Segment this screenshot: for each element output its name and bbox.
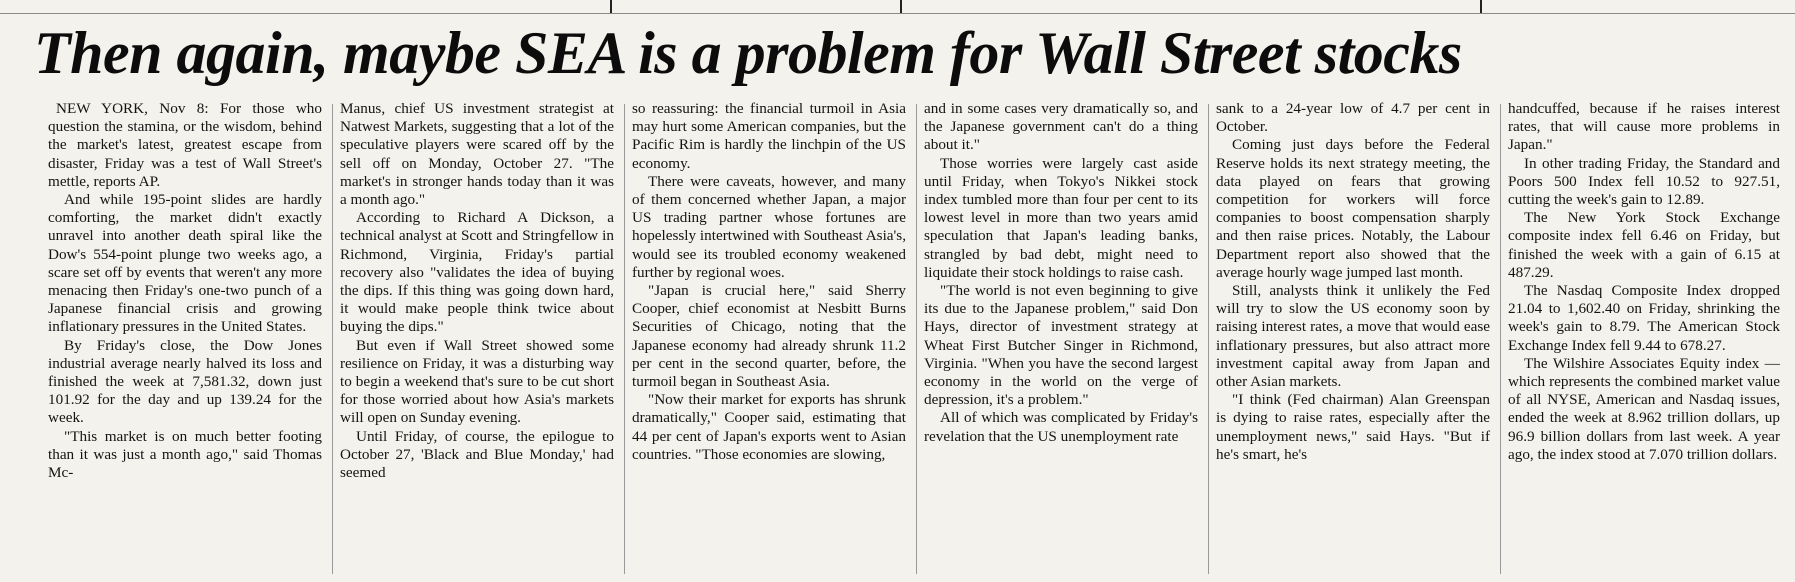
paragraph: sank to a 24-year low of 4.7 per cent in October. bbox=[1216, 100, 1490, 136]
article-column-1 bbox=[40, 100, 332, 578]
paragraph: The Wilshire Associates Equity index — which represents the combined market value of all NYSE, American and Nasdaq issues, ended the week at 8.962 trillion dollars, up 96.9 billion dollars from last week. A year ago, the index stood at 7.070 trillion dollars. bbox=[1508, 354, 1780, 463]
paragraph: "The world is not even beginning to give its due to the Japanese problem," said Don Hays, director of investment strategy at Wheat First Butcher Singer in Richmond, Virginia. "When you have the second largest economy in the world on the verge of depression, it's a problem." bbox=[924, 282, 1198, 409]
paragraph: There were caveats, however, and many of them concerned whether Japan, a major US trading partner whose fortunes are hopelessly intertwined with Southeast Asia's, would see its troubled economy weakened further by regional woes. bbox=[632, 172, 906, 281]
paragraph: "This market is on much better footing than it was just a month ago," said Thomas Mc- bbox=[48, 427, 322, 482]
paragraph: NEW YORK, Nov 8: For those who question the stamina, or the wisdom, behind the market's latest, greatest escape from disaster, Friday was a test of Wall Street's mettle, reports AP. bbox=[48, 100, 322, 190]
article-column-6 bbox=[1500, 100, 1790, 578]
paragraph: All of which was complicated by Friday's revelation that the US unemployment rate bbox=[924, 409, 1198, 445]
column-divider bbox=[1208, 104, 1209, 574]
paragraph: "I think (Fed chairman) Alan Greenspan is dying to raise rates, especially after the unemployment news," said Hays. "But if he's smart, he's bbox=[1216, 391, 1490, 463]
article-column-3 bbox=[624, 100, 916, 578]
paragraph: Still, analysts think it unlikely the Fed will try to slow the US economy soon by raising interest rates, a move that would ease inflationary pressures, but also attract more investment capital away from Japan and other Asian markets. bbox=[1216, 282, 1490, 391]
column-divider bbox=[332, 104, 333, 574]
article-column-2 bbox=[332, 100, 624, 578]
paragraph: "Japan is crucial here," said Sherry Cooper, chief economist at Nesbitt Burns Securities of Chicago, noting that the Japanese economy had already shrunk 11.2 per cent in the second quarter, before, the turmoil began in Southeast Asia. bbox=[632, 282, 906, 391]
paragraph: And while 195-point slides are hardly comforting, the market didn't exactly unravel into another death spiral like the Dow's 554-point plunge two weeks ago, a scare set off by events that weren't any more menacing then Friday's one-two punch of a Japanese financial crisis and growing inflationary pressures in the United States. bbox=[48, 191, 322, 336]
paragraph: The Nasdaq Composite Index dropped 21.04 to 1,602.40 on Friday, shrinking the week's gain to 8.79. The American Stock Exchange Index fell 9.44 to 678.27. bbox=[1508, 282, 1780, 354]
paragraph: The New York Stock Exchange composite index fell 6.46 on Friday, but finished the week with a gain of 6.15 at 487.29. bbox=[1508, 209, 1780, 281]
headline: Then again, maybe SEA is a problem for Wall Street stocks bbox=[34, 20, 1462, 86]
top-border-rule bbox=[0, 0, 1795, 14]
paragraph: and in some cases very dramatically so, and the Japanese government can't do a thing about it." bbox=[924, 100, 1198, 154]
paragraph: By Friday's close, the Dow Jones industrial average nearly halved its loss and finished the week at 7,581.32, down just 101.92 for the day and up 139.24 for the week. bbox=[48, 336, 322, 427]
border-tick bbox=[900, 0, 902, 13]
paragraph: Coming just days before the Federal Reserve holds its next strategy meeting, the data played on fears that growing competition for workers will force companies to boost compensation sharply and then raise prices. Notably, the Labour Department report also showed that the average hourly wage jumped last month. bbox=[1216, 136, 1490, 281]
border-tick bbox=[610, 0, 612, 13]
column-divider bbox=[624, 104, 625, 574]
paragraph: Those worries were largely cast aside until Friday, when Tokyo's Nikkei stock index tumbled more than four per cent to its lowest level in more than two years amid speculation that Japan's leading banks, strangled by bad debt, might need to liquidate their stock holdings to raise cash. bbox=[924, 154, 1198, 281]
paragraph: Manus, chief US investment strategist at Natwest Markets, suggesting that a lot of the speculative players were scared off by the sell off on Monday, October 27. "The market's in stronger hands today than it was a month ago." bbox=[340, 100, 614, 209]
paragraph: "Now their market for exports has shrunk dramatically," Cooper said, estimating that 44 per cent of Japan's exports went to Asian countries. "Those economies are slowing, bbox=[632, 391, 906, 463]
article-body bbox=[40, 100, 1790, 578]
column-divider bbox=[916, 104, 917, 574]
article-column-4 bbox=[916, 100, 1208, 578]
border-tick bbox=[1480, 0, 1482, 13]
paragraph: But even if Wall Street showed some resilience on Friday, it was a disturbing way to begin a weekend that's sure to be cut short for those worried about how Asia's markets will open on Sunday evening. bbox=[340, 336, 614, 427]
paragraph: handcuffed, because if he raises interest rates, that will cause more problems in Japan." bbox=[1508, 100, 1780, 154]
paragraph: so reassuring: the financial turmoil in Asia may hurt some American companies, but the Pacific Rim is hardly the linchpin of the US economy. bbox=[632, 100, 906, 172]
column-divider bbox=[1500, 104, 1501, 574]
paragraph: Until Friday, of course, the epilogue to October 27, 'Black and Blue Monday,' had seemed bbox=[340, 427, 614, 482]
paragraph: According to Richard A Dickson, a technical analyst at Scott and Stringfellow in Richmond, Virginia, Friday's partial recovery also "validates the idea of buying the dips. If this thing was going down hard, it would make people think twice about buying the dips." bbox=[340, 209, 614, 336]
paragraph: In other trading Friday, the Standard and Poors 500 Index fell 10.52 to 927.51, cutting the week's gain to 12.89. bbox=[1508, 154, 1780, 209]
article-column-5 bbox=[1208, 100, 1500, 578]
